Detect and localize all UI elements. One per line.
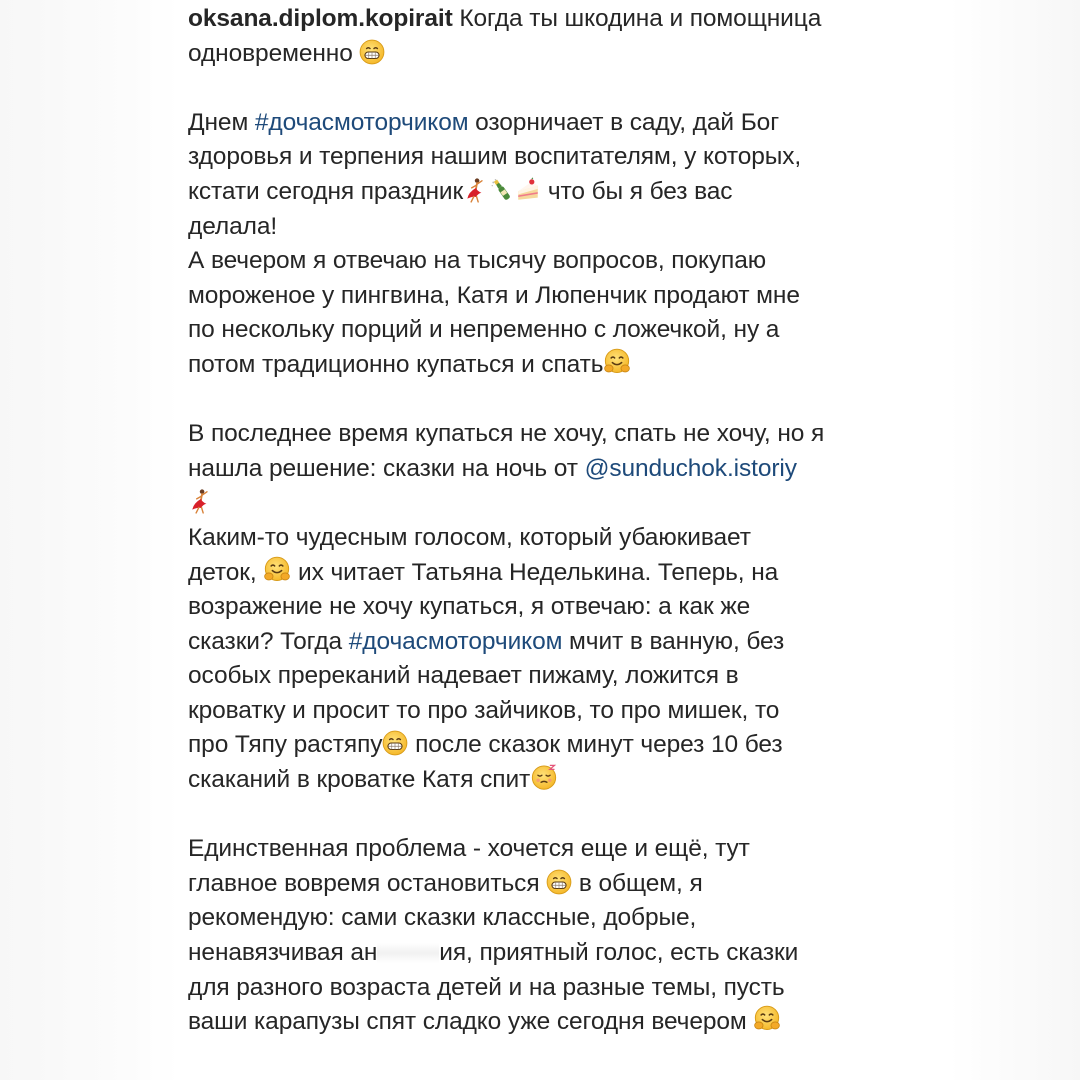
sleeping-face-icon bbox=[530, 763, 558, 802]
post-caption bbox=[188, 2, 958, 1040]
caption-line: ваши карапузы спят сладко уже сегодня вечером bbox=[188, 1005, 958, 1040]
caption-line: oksana.diplom.kopirait Когда ты шкодина и помощница bbox=[188, 5, 822, 32]
hashtag-link[interactable]: #дочасмоторчиком bbox=[254, 108, 469, 136]
caption-line: сказки? Тогда #дочасмоторчиком мчит в ванную, без bbox=[188, 627, 785, 655]
caption-line: Каким-то чудесным голосом, который убаюкивает bbox=[188, 523, 751, 551]
mention-link[interactable]: @sunduchok.istoriy bbox=[584, 454, 797, 482]
obscured-text bbox=[377, 943, 439, 963]
caption-line: В последнее время купаться не хочу, спать не хочу, но я bbox=[188, 420, 825, 448]
caption-line: особых пререканий надевает пижаму, ложится в bbox=[188, 662, 739, 690]
caption-line: А вечером я отвечаю на тысячу вопросов, покупаю bbox=[188, 247, 767, 275]
dancer-icon bbox=[188, 488, 214, 525]
paragraph-gap bbox=[188, 798, 958, 833]
grinning-face-icon bbox=[359, 39, 385, 76]
caption-line: одновременно bbox=[188, 37, 958, 72]
right-shadow bbox=[950, 0, 1080, 1080]
caption-line: кроватку и просит то про зайчиков, то про мишек, то bbox=[188, 696, 780, 724]
username-link[interactable]: oksana.diplom.kopirait bbox=[188, 5, 453, 32]
left-shadow bbox=[0, 0, 180, 1080]
paragraph-gap bbox=[188, 71, 958, 106]
grinning-face-icon bbox=[546, 869, 572, 906]
caption-line: Единственная проблема - хочется еще и ещё, тут bbox=[188, 835, 750, 863]
caption-line: возражение не хочу купаться, я отвечаю: а как же bbox=[188, 593, 751, 621]
caption-line: главное вовремя остановиться в общем, я bbox=[188, 867, 958, 902]
hugging-face-icon bbox=[603, 348, 631, 387]
caption-line: делала! bbox=[188, 212, 278, 240]
hugging-face-icon bbox=[753, 1005, 781, 1044]
caption-line: мороженое у пингвина, Катя и Люпенчик продают мне bbox=[188, 281, 800, 309]
caption-line: по нескольку порций и непременно с ложечкой, ну а bbox=[188, 316, 780, 344]
caption-line: скаканий в кроватке Катя спит bbox=[188, 763, 958, 798]
dancer-icon bbox=[463, 177, 489, 214]
hugging-face-icon bbox=[263, 556, 291, 595]
champagne-bottle-icon bbox=[489, 177, 515, 214]
caption-line: для разного возраста детей и на разные темы, пусть bbox=[188, 973, 785, 1001]
caption-line: Днем #дочасмоторчиком озорничает в саду, дай Бог bbox=[188, 108, 780, 136]
hashtag-link[interactable]: #дочасмоторчиком bbox=[348, 627, 563, 655]
paragraph-gap bbox=[188, 383, 958, 418]
caption-line bbox=[188, 486, 958, 521]
caption-line: здоровья и терпения нашим воспитателям, у которых, bbox=[188, 143, 802, 171]
cake-slice-icon bbox=[515, 177, 541, 214]
caption-line: рекомендую: сами сказки классные, добрые, bbox=[188, 904, 697, 932]
caption-line: ненавязчивая ан ия, приятный голос, есть сказки bbox=[188, 939, 799, 967]
caption-line: потом традиционно купаться и спать bbox=[188, 348, 958, 383]
grinning-face-icon bbox=[382, 730, 408, 767]
caption-line: кстати сегодня праздник что бы я без вас bbox=[188, 175, 958, 210]
caption-line: про Тяпу растяпу после сказок минут через 10 без bbox=[188, 728, 958, 763]
caption-line: деток, их читает Татьяна Неделькина. Теперь, на bbox=[188, 556, 958, 591]
caption-line: нашла решение: сказки на ночь от @sunduchok.istoriy bbox=[188, 454, 797, 482]
